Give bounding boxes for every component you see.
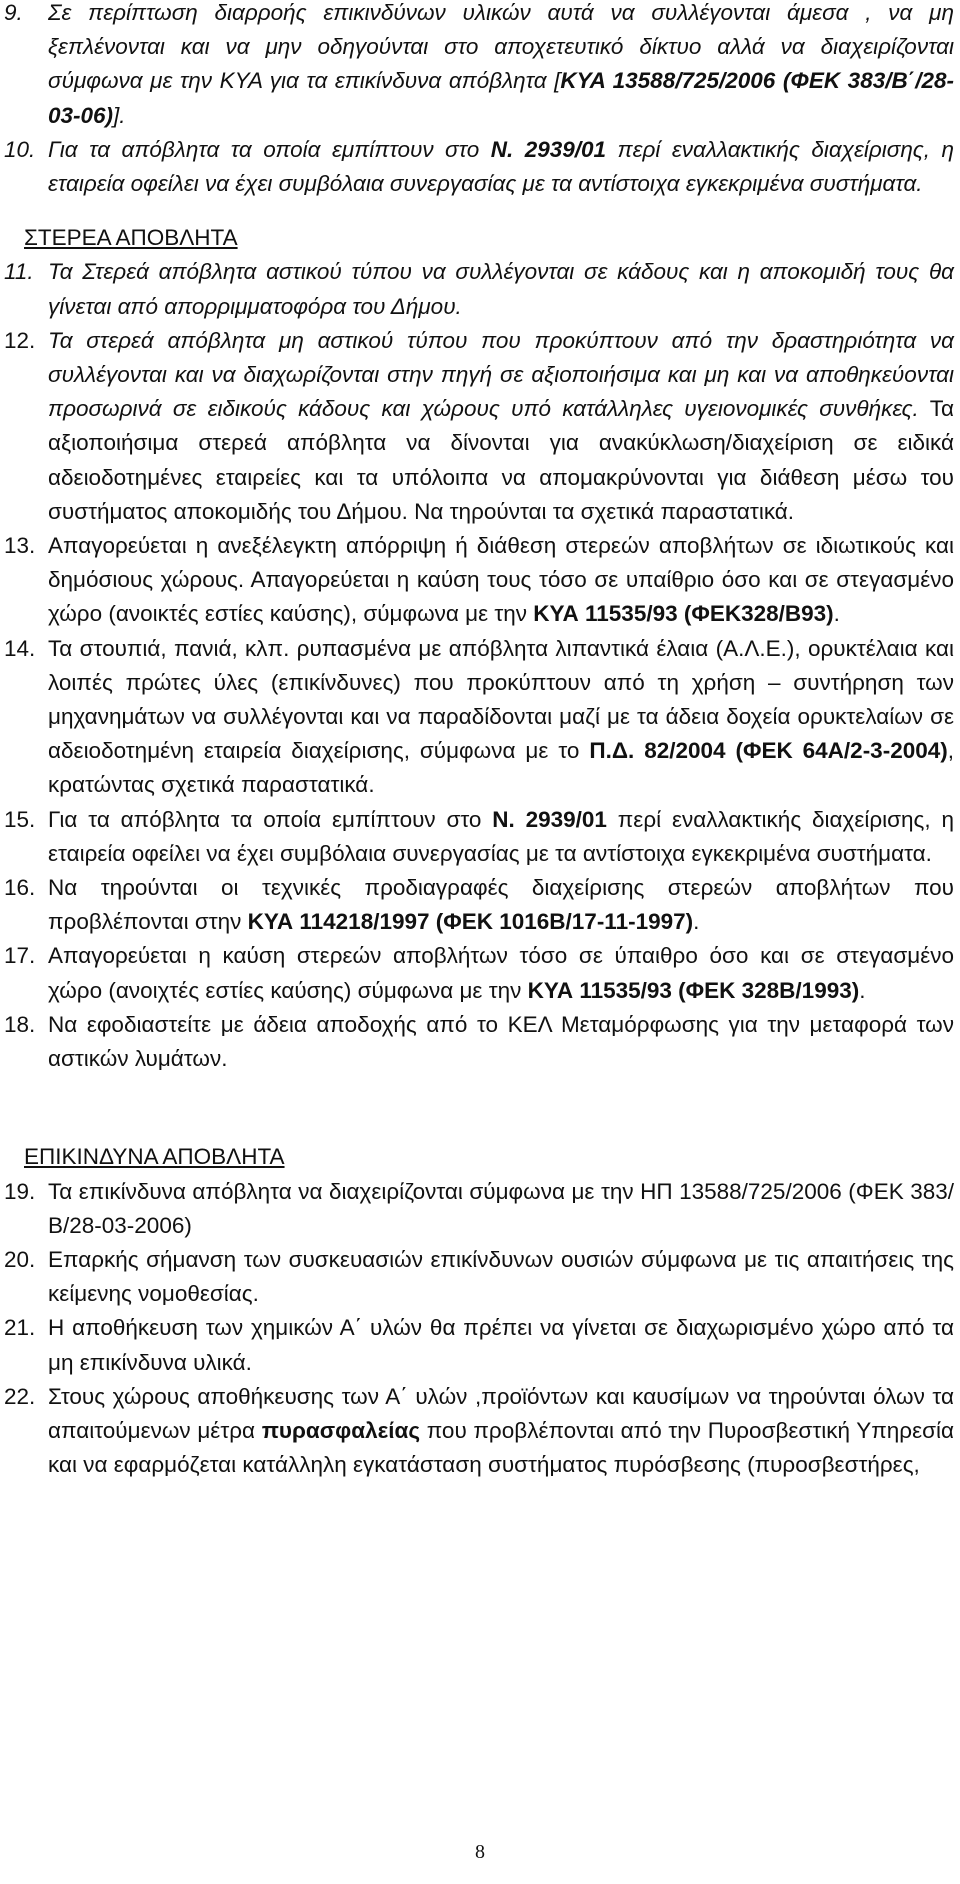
item-text: Τα Στερεά απόβλητα αστικού τύπου να συλλέγονται σε κάδους και η αποκομιδή τους θα γίνεται από απορριμματοφόρα του Δήμου. <box>48 259 954 319</box>
list-item-16 <box>4 871 954 939</box>
item-text: Για τα απόβλητα τα οποία εμπίπτουν στο Ν. 2939/01 περί εναλλακτικής διαχείρισης, η εταιρεία οφείλει να έχει συμβόλαια συνεργασίας με τα αντίστοιχα εγκεκριμένα συστήματα. <box>48 806 954 866</box>
legal-reference: ΚΥΑ 11535/93 (ΦΕΚ328/Β93) <box>533 601 834 627</box>
item-number: 20. <box>4 1246 36 1272</box>
item-number: 9. <box>4 0 23 25</box>
section-heading-solid-waste: ΣΤΕΡΕΑ ΑΠΟΒΛΗΤΑ <box>24 225 238 251</box>
item-text: Απαγορεύεται η ανεξέλεγκτη απόρριψη ή διάθεση στερεών αποβλήτων σε ιδιωτικούς και δημόσιους χώρους. Απαγορεύεται η καύση τους τόσο σε υπαίθριο όσο και σε στεγασμένο χώρο (ανοικτές εστίες καύσης), σύμφωνα με την ΚΥΑ 11535/93 (ΦΕΚ328/Β93). <box>48 533 954 627</box>
item-number: 19. <box>4 1178 36 1204</box>
list-item-17 <box>4 939 954 1007</box>
item-text: Σε περίπτωση διαρροής επικινδύνων υλικών αυτά να συλλέγονται άμεσα , να μη ξεπλένονται και να μην οδηγούνται στο αποχετευτικό δίκτυο αλλά να διαχειρίζονται σύμφωνα με την ΚΥΑ για τα επικίνδυνα απόβλητα [ΚΥΑ 13588/725/2006 (ΦΕΚ 383/Β΄/28-03-06)]. <box>48 0 954 128</box>
legal-reference: ΚΥΑ 11535/93 (ΦΕΚ 328Β/1993) <box>527 977 860 1003</box>
item-number: 15. <box>4 806 36 832</box>
list-item-22 <box>4 1380 954 1483</box>
item-number: 10. <box>4 136 36 162</box>
list-item-15 <box>4 803 954 871</box>
list-item-19 <box>4 1175 954 1243</box>
legal-reference: ΚΥΑ 13588/725/2006 (ΦΕΚ 383/Β΄/28-03-06) <box>48 68 954 128</box>
item-text: Τα στουπιά, πανιά, κλπ. ρυπασμένα με απόβλητα λιπαντικά έλαια (Α.Λ.Ε.), ορυκτέλαια και λοιπές πρώτες ύλες (επικίνδυνες) που προκύπτουν από τη χρήση – συντήρηση των μηχανημάτων να συλλέγονται και να παραδίδονται μαζί με τα άδεια δοχεία ορυκτελαίων σε αδειοδοτημένη εταιρεία διαχείρισης, σύμφωνα με το Π.Δ. 82/2004 (ΦΕΚ 64Α/2-3-2004), κρατώντας σχετικά παραστατικά. <box>48 635 955 798</box>
list-item-12 <box>4 324 954 529</box>
item-number: 12. <box>4 327 36 353</box>
item-text: Επαρκής σήμανση των συσκευασιών επικίνδυνων ουσιών σύμφωνα με τις απαιτήσεις της κείμενης νομοθεσίας. <box>48 1246 954 1307</box>
list-item-9 <box>4 0 954 133</box>
page-number: 8 <box>475 1841 485 1863</box>
item-text: Να τηρούνται οι τεχνικές προδιαγραφές διαχείρισης στερεών αποβλήτων που προβλέπονται στην ΚΥΑ 114218/1997 (ΦΕΚ 1016Β/17-11-1997). <box>48 875 954 935</box>
item-text: Τα στερεά απόβλητα μη αστικού τύπου που προκύπτουν από την δραστηριότητα να συλλέγονται και να διαχωρίζονται στην πηγή σε αξιοποιήσιμα και μη και να αποθηκεύονται προσωρινά σε ειδικούς κάδους και χώρους υπό κατάλληλες υγειονομικές συνθήκες. Τα αξιοποιήσιμα στερεά απόβλητα να δίνονται για ανακύκλωση/διαχείριση σε ειδικά αδειοδοτημένες εταιρείες και τα υπόλοιπα να απομακρύνονται για διάθεση μέσω του συστήματος αποκομιδής του Δήμου. Να τηρούνται τα σχετικά παραστατικά. <box>48 327 954 524</box>
item-number: 16. <box>4 875 36 901</box>
legal-reference: ΚΥΑ 114218/1997 (ΦΕΚ 1016Β/17-11-1997) <box>247 909 694 935</box>
item-number: 14. <box>4 635 36 661</box>
list-item-10 <box>4 133 954 201</box>
section-heading-hazardous-waste: ΕΠΙΚΙΝΔΥΝΑ ΑΠΟΒΛΗΤΑ <box>24 1144 285 1170</box>
item-number: 18. <box>4 1011 36 1037</box>
list-item-18 <box>4 1008 954 1076</box>
item-number: 21. <box>4 1315 36 1341</box>
item-number: 22. <box>4 1383 36 1409</box>
list-item-11 <box>4 255 954 323</box>
document-body <box>4 0 954 1482</box>
item-text: Για τα απόβλητα τα οποία εμπίπτουν στο Ν. 2939/01 περί εναλλακτικής διαχείρισης, η εταιρεία οφείλει να έχει συμβόλαια συνεργασίας με τα αντίστοιχα εγκεκριμένα συστήματα. <box>48 136 954 197</box>
legal-reference: Ν. 2939/01 <box>490 136 607 162</box>
item-text: Να εφοδιαστείτε με άδεια αποδοχής από το ΚΕΛ Μεταμόρφωσης για την μεταφορά των αστικών λυμάτων. <box>48 1011 954 1072</box>
legal-reference: Π.Δ. 82/2004 (ΦΕΚ 64Α/2-3-2004) <box>589 738 948 764</box>
list-item-13 <box>4 529 954 632</box>
item-text: Απαγορεύεται η καύση στερεών αποβλήτων τόσο σε ύπαιθρο όσο και σε στεγασμένο χώρο (ανοιχτές εστίες καύσης) σύμφωνα με την ΚΥΑ 11535/93 (ΦΕΚ 328Β/1993). <box>48 943 954 1003</box>
list-item-21 <box>4 1311 954 1379</box>
legal-reference: Ν. 2939/01 <box>492 806 607 832</box>
item-number: 13. <box>4 533 36 559</box>
item-text: Τα επικίνδυνα απόβλητα να διαχειρίζονται σύμφωνα με την ΗΠ 13588/725/2006 (ΦΕΚ 383/Β/28-03-2006) <box>48 1178 954 1238</box>
list-item-14 <box>4 632 954 803</box>
item-number: 17. <box>4 943 36 969</box>
list-item-20 <box>4 1243 954 1311</box>
item-text: Η αποθήκευση των χημικών Α΄ υλών θα πρέπει να γίνεται σε διαχωρισμένο χώρο από τα μη επικίνδυνα υλικά. <box>48 1315 954 1375</box>
item-number: 11. <box>4 259 34 285</box>
item-text: Στους χώρους αποθήκευσης των Α΄ υλών ,προϊόντων και καυσίμων να τηρούνται όλων τα απαιτούμενων μέτρα πυρασφαλείας που προβλέπονται από την Πυροσβεστική Υπηρεσία και να εφαρμόζεται κατάλληλη εγκατάσταση συστήματος πυρόσβεσης (πυροσβεστήρες, <box>48 1383 954 1478</box>
emphasized-term: πυρασφαλείας <box>261 1417 421 1443</box>
